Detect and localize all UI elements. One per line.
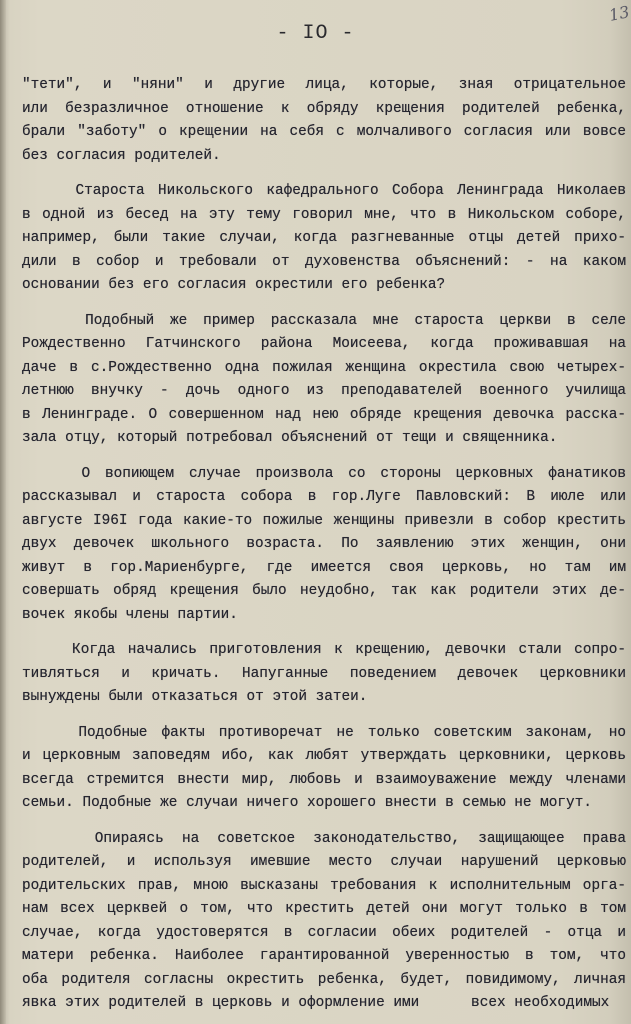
text-line: нам всех церквей о том, что крестить детей они могут только в том [22, 901, 626, 917]
paragraph [22, 639, 626, 710]
text-line: зала отцу, который потребовал объяснений от тещи и священника. [22, 430, 558, 446]
text-line: дили в собор и требовали от духовенства объяснений: - на каком [22, 253, 626, 270]
paragraph [22, 722, 626, 816]
text-line: брали "заботу" о крещении на себя с молчаливого согласия или вовсе [22, 124, 626, 140]
text-line: совершать обряд крещения было неудобно, так как родители этих де- [22, 583, 626, 599]
page-edge-shadow [0, 0, 6, 1024]
text-line: оба родителя согласны окрестить ребенка, будет, повидимому, личная [22, 971, 626, 988]
text-line: или безразличное отношение к обряду крещения родителей ребенка, [22, 100, 626, 117]
text-line: и церковным заповедям ибо, как любят утверждать церковники, церковь [22, 748, 626, 764]
paragraph [22, 310, 626, 451]
text-line: вочек якобы члены партии. [22, 606, 238, 623]
text-line: вынуждены были отказаться от этой затеи. [22, 689, 368, 705]
text-line: родителей, и используя имевшие место случаи нарушений церковью [22, 854, 626, 870]
text-line: например, были такие случаи, когда разгневанные отцы детей прихо- [22, 230, 626, 246]
text-line: всегда стремится внести мир, любовь и взаимоуважение между членами [22, 771, 626, 788]
text-line: семьи. Подобные же случаи ничего хорошего внести в семью не могут. [22, 795, 592, 811]
text-line: "тети", и "няни" и другие лица, которые, зная отрицательное [22, 77, 626, 93]
paragraph [22, 180, 626, 298]
text-line: без согласия родителей. [22, 147, 221, 164]
text-line: августе I96I года какие-то пожилые женщины привезли в собор крестить [22, 512, 626, 529]
text-line: летнюю внучку - дочь одного из преподавателей военного училища [22, 383, 626, 399]
text-line: явка этих родителей в церковь и оформление ими всех необходимых [22, 995, 610, 1011]
paragraph [22, 828, 626, 1016]
text-line: Подобный же пример рассказала мне староста церкви в селе [22, 312, 626, 329]
text-line: тивляться и кричать. Напуганные поведением девочек церковники [22, 665, 626, 682]
text-line: Опираясь на советское законодательство, защищающее права [22, 830, 626, 847]
text-line: Рождественно Гатчинского района Моисеева, когда проживавшая на [22, 336, 626, 352]
page-number: - IO - [276, 22, 355, 45]
text-line: даче в с.Рождественно одна пожилая женщина окрестила свою четырех- [22, 359, 626, 376]
text-line: О вопиющем случае произвола со стороны церковных фанатиков [22, 465, 626, 482]
text-line: матери ребенка. Наиболее гарантированной уверенностью в том, что [22, 948, 626, 964]
text-line: рассказывал и староста собора в гор.Луге Павловский: В июле или [22, 489, 626, 505]
text-line: родительских прав, мною высказаны требования к исполнительным орга- [22, 877, 626, 894]
text-line: двух девочек школьного возраста. По заявлению этих женщин, они [22, 536, 626, 552]
text-line: основании без его согласия окрестили его ребенка? [22, 277, 446, 293]
paragraph [22, 463, 626, 628]
paragraph [22, 74, 626, 168]
document-body [22, 74, 626, 1024]
text-line: в одной из бесед на эту тему говорил мне, что в Никольском соборе, [22, 206, 626, 223]
text-line: в Ленинграде. О совершенном над нею обряде крещения девочка расска- [22, 406, 626, 423]
text-line: Когда начались приготовления к крещению, девочки стали сопро- [22, 642, 626, 658]
text-line: живут в гор.Мариенбурге, где имеется своя церковь, но там им [22, 559, 626, 576]
handwritten-page-mark: 13 [606, 2, 631, 25]
text-line: случае, когда удостоверятся в согласии обеих родителей - отца и [22, 924, 626, 941]
text-line: Подобные факты противоречат не только советским законам, но [22, 724, 626, 741]
text-line: Староста Никольского кафедрального Собора Ленинграда Николаев [22, 183, 626, 199]
